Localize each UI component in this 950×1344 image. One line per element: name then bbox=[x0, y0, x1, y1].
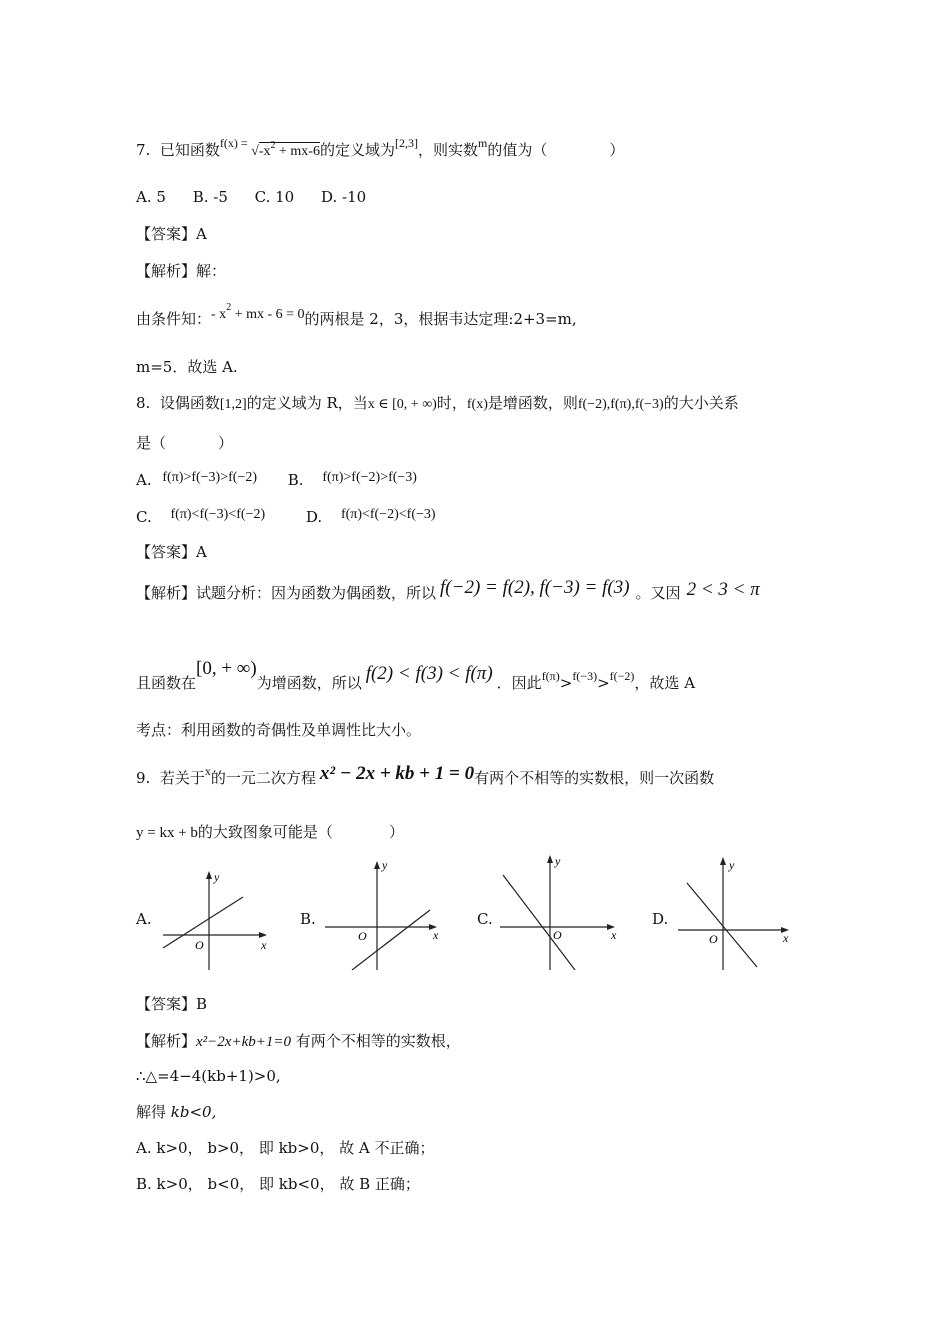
q8-option-d: f(π)<f(−2)<f(−3) bbox=[340, 507, 436, 522]
origin-label: O bbox=[553, 928, 562, 942]
q9-graph-b-label: B. bbox=[300, 910, 316, 928]
q7-func-lhs: f(x) = bbox=[219, 136, 248, 150]
q9-analysis-post: 有两个不相等的实数根， bbox=[290, 1032, 461, 1050]
q8-text-2: 的定义域为 R，当 bbox=[246, 394, 368, 412]
q9-graph-d bbox=[675, 855, 805, 975]
y-arrow-icon bbox=[720, 857, 726, 865]
q7-text-3: ，则实数 bbox=[417, 141, 478, 159]
q9-stem bbox=[136, 763, 715, 789]
q8-kaodian: 考点：利用函数的奇偶性及单调性比大小。 bbox=[136, 721, 422, 739]
q8-analysis-post: 。又因 bbox=[635, 584, 681, 602]
q8-gt-2: > bbox=[597, 674, 610, 692]
origin-label: O bbox=[358, 929, 367, 943]
q9-equation: x² − 2x + kb + 1 = 0 bbox=[319, 763, 475, 784]
q8-increasing-ineq: f(2) < f(3) < f(π) bbox=[365, 663, 493, 684]
q8-option-c: f(π)<f(−3)<f(−2) bbox=[170, 507, 266, 522]
q9-answer: 【答案】B bbox=[136, 995, 208, 1013]
q7-stem bbox=[136, 136, 625, 163]
q7-eq-a: - x bbox=[211, 307, 227, 322]
q8-even-equation: f(−2) = f(2), f(−3) = f(3) bbox=[440, 577, 630, 598]
q7-analysis-pre: 由条件知： bbox=[136, 310, 212, 328]
q9-analysis-5: B. k>0， b<0， 即 kb<0， 故 B 正确； bbox=[136, 1175, 420, 1193]
q8-option-b-label: B. bbox=[287, 471, 304, 489]
x-label: x bbox=[611, 928, 617, 942]
q8-line2-close: ） bbox=[218, 434, 234, 452]
q7-func: $f(x) = √-x^2 + mx-6$ bbox=[219, 136, 320, 159]
q7-option-d: D. -10 bbox=[321, 188, 367, 206]
q8-option-d-label: D. bbox=[305, 508, 323, 526]
q8-options-cd bbox=[136, 507, 436, 529]
q7-rad-a: -x bbox=[258, 144, 271, 159]
q8-analysis2-mid2: ．因此 bbox=[496, 674, 542, 692]
q7-analysis bbox=[136, 302, 577, 332]
graph-line bbox=[687, 883, 757, 967]
q7-text-4: 的值为（ bbox=[487, 141, 548, 159]
q9-graph-b bbox=[320, 855, 450, 975]
q8-interval: [1,2] bbox=[219, 397, 247, 412]
q8-text-4: 是增函数，则 bbox=[487, 394, 578, 412]
q8-text-5: 的大小关系 bbox=[663, 394, 739, 412]
q9-analysis-head: 【解析】 bbox=[136, 1032, 197, 1050]
q8-condition: x ∈ [0, + ∞) bbox=[367, 397, 437, 412]
q7-var-m: m bbox=[477, 136, 488, 150]
y-arrow-icon bbox=[206, 871, 212, 879]
q7-equation bbox=[211, 302, 305, 322]
origin-label: O bbox=[709, 932, 718, 946]
q9-number: 9. bbox=[136, 769, 151, 787]
q9-analysis-2: ∴△=4−4(kb+1)>0, bbox=[136, 1067, 281, 1085]
q7-option-c: C. 10 bbox=[254, 188, 295, 206]
q8-analysis2-post: ，故选 A bbox=[634, 674, 696, 692]
q8-values: f(−2),f(π),f(−3) bbox=[577, 397, 664, 412]
q9-graph-c bbox=[495, 855, 625, 975]
q9-graph-a bbox=[155, 855, 275, 975]
q7-rad-exp: 2 bbox=[270, 140, 276, 151]
q8-inequality: 2 < 3 < π bbox=[686, 579, 760, 600]
q9-analysis-4: A. k>0， b>0， 即 kb>0， 故 A 不正确； bbox=[136, 1139, 435, 1157]
q7-text-1: 已知函数 bbox=[159, 141, 220, 159]
q9-text-2: 的一元二次方程 bbox=[210, 769, 316, 787]
q9-analysis-1 bbox=[136, 1031, 461, 1052]
q7-number: 7. bbox=[136, 141, 151, 159]
q8-stem bbox=[136, 393, 739, 415]
q7-eq-exp: 2 bbox=[226, 302, 232, 313]
q8-analysis2-mid: 为增函数，所以 bbox=[256, 674, 362, 692]
q8-analysis-1 bbox=[136, 577, 760, 603]
q9-analysis3-eq: kb<0, bbox=[170, 1103, 217, 1121]
q8-result-c: f(−2) bbox=[609, 669, 635, 683]
q9-text-1: 若关于 bbox=[159, 769, 205, 787]
graph-line bbox=[503, 875, 575, 970]
y-label: y bbox=[382, 858, 388, 872]
q7-conclusion: m=5．故选 A. bbox=[136, 358, 238, 376]
q9-line2-text: 的大致图象可能是（ bbox=[197, 823, 333, 841]
y-arrow-icon bbox=[547, 855, 553, 863]
q9-analysis-3 bbox=[136, 1102, 216, 1122]
q8-line2 bbox=[136, 433, 233, 453]
q8-option-c-label: C. bbox=[136, 508, 152, 526]
q9-graph-d-label: D. bbox=[652, 910, 669, 928]
q7-options bbox=[136, 187, 366, 207]
q9-text-3: 有两个不相等的实数根，则一次函数 bbox=[474, 769, 715, 787]
y-arrow-icon bbox=[374, 861, 380, 869]
q8-number: 8. bbox=[136, 394, 151, 412]
q8-option-a: f(π)>f(−3)>f(−2) bbox=[162, 470, 257, 485]
q8-gt-1: > bbox=[559, 674, 573, 692]
q7-rad-b: + mx-6 bbox=[275, 144, 320, 159]
q8-analysis-2 bbox=[136, 658, 696, 694]
q9-var-x: x bbox=[204, 764, 211, 778]
origin-label: O bbox=[195, 938, 204, 952]
q8-text-3: 时， bbox=[436, 394, 467, 412]
q8-text-1: 设偶函数 bbox=[159, 394, 220, 412]
q9-line2-close: ） bbox=[388, 823, 404, 841]
q8-analysis2-pre: 且函数在 bbox=[136, 674, 197, 692]
x-label: x bbox=[783, 931, 789, 945]
q7-eq-b: + mx - 6 = 0 bbox=[231, 307, 305, 322]
q8-result-b: f(−3) bbox=[572, 669, 598, 683]
q8-option-b: f(π)>f(−2)>f(−3) bbox=[322, 470, 417, 485]
q9-graph-c-label: C. bbox=[477, 910, 493, 928]
q8-interval-2: [0, + ∞) bbox=[196, 658, 257, 679]
y-label: y bbox=[729, 858, 735, 872]
q7-analysis-head: 【解析】解： bbox=[136, 262, 227, 280]
q9-analysis3-pre: 解得 bbox=[136, 1103, 171, 1121]
q9-linear-eq: y = kx + b bbox=[136, 825, 198, 841]
x-label: x bbox=[433, 928, 439, 942]
q7-text-2: 的定义域为 bbox=[319, 141, 395, 159]
q8-option-a-label: A. bbox=[136, 471, 152, 489]
q8-answer: 【答案】A bbox=[136, 543, 207, 561]
q9-analysis-eq: x²−2x+kb+1=0 bbox=[196, 1034, 291, 1050]
q8-analysis-pre: 【解析】试题分析：因为函数为偶函数，所以 bbox=[136, 584, 437, 602]
q9-graph-a-label: A. bbox=[136, 910, 152, 928]
q9-line2 bbox=[136, 822, 404, 843]
q7-domain: [2,3] bbox=[394, 136, 418, 150]
q7-close: ） bbox=[609, 141, 625, 159]
q7-option-a: A. 5 bbox=[136, 188, 166, 206]
y-label: y bbox=[555, 855, 561, 868]
q8-line2-text: 是（ bbox=[136, 434, 167, 452]
q8-fx: f(x) bbox=[466, 397, 488, 412]
x-label: x bbox=[261, 938, 267, 952]
y-label: y bbox=[214, 870, 220, 884]
q7-radicand bbox=[259, 142, 320, 159]
q7-analysis-post: 的两根是 2，3，根据韦达定理:2+3=m, bbox=[304, 310, 577, 328]
q8-options-ab bbox=[136, 470, 417, 492]
q7-answer: 【答案】A bbox=[136, 225, 207, 243]
q7-option-b: B. -5 bbox=[192, 188, 228, 206]
q8-result-a: f(π) bbox=[541, 669, 560, 683]
